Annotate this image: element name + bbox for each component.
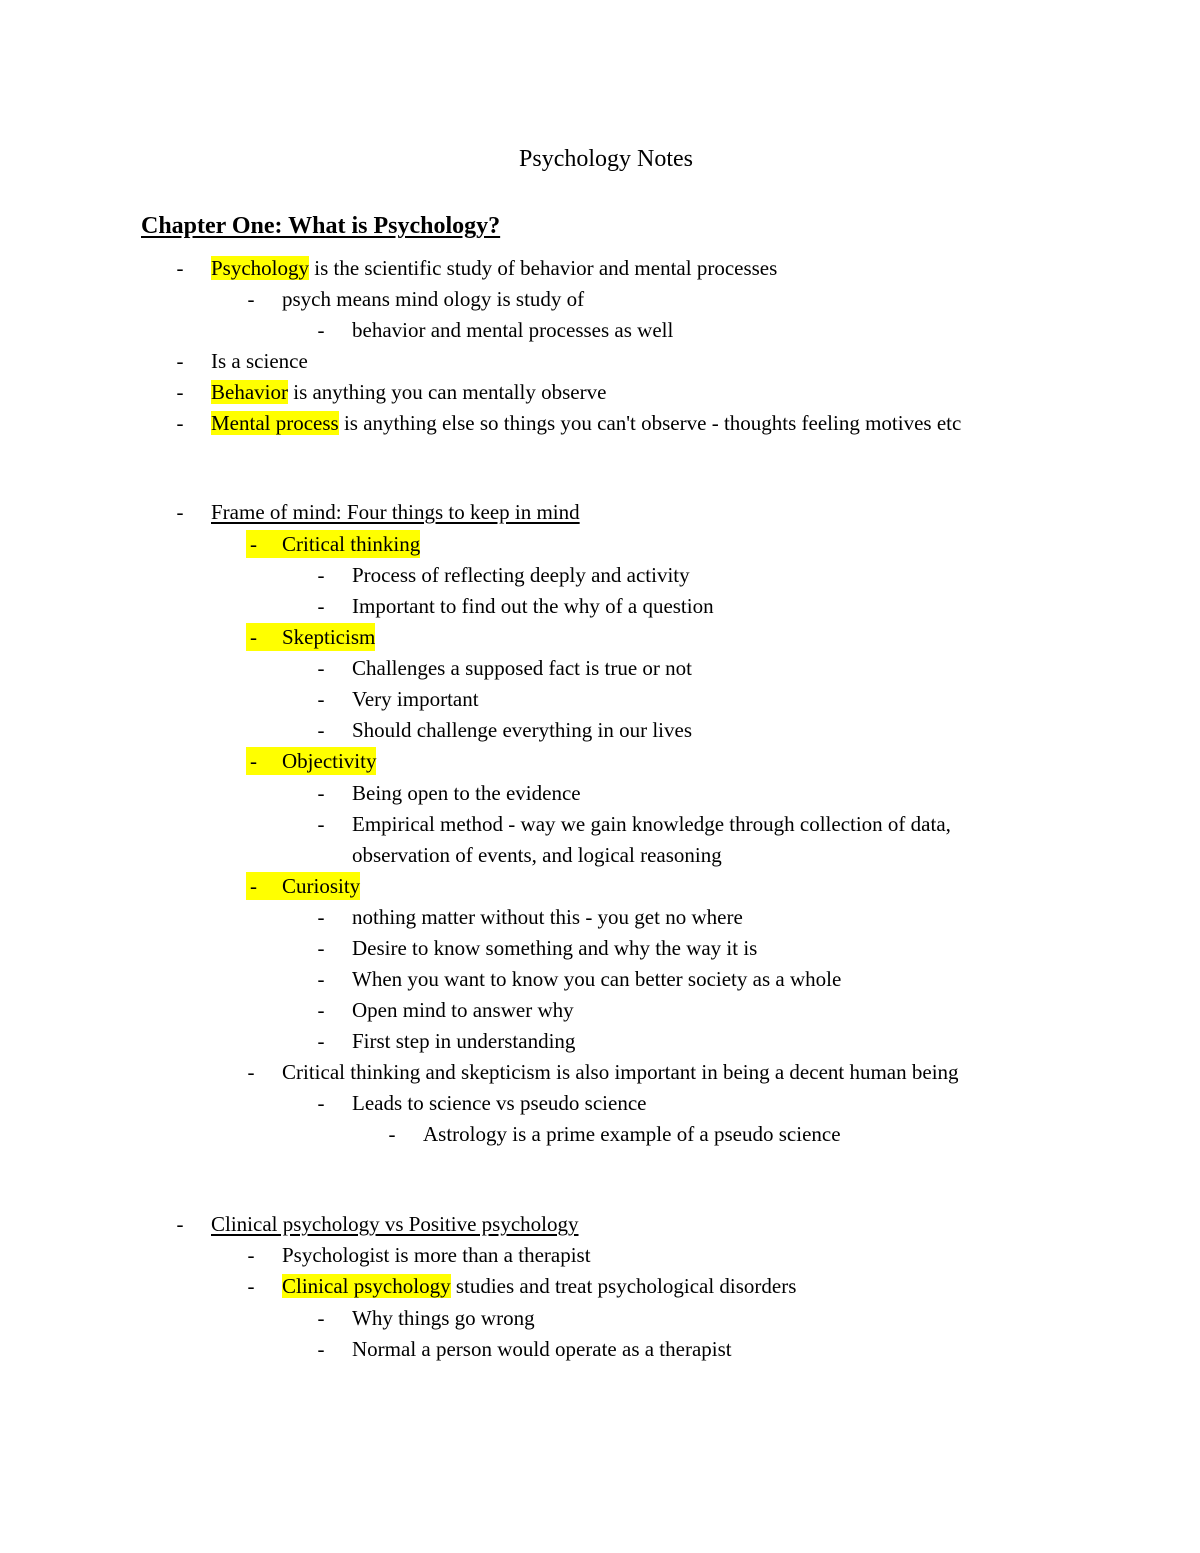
- highlighted-term: Behavior: [211, 380, 288, 404]
- bullet-dash: -: [317, 594, 325, 618]
- list-item-text: Critical thinking and skepticism is also important in being a decent human being: [282, 1060, 959, 1084]
- list-item-text: [211, 378, 606, 406]
- bullet-dash: -: [388, 1122, 396, 1146]
- bullet-dash: -: [317, 1306, 325, 1330]
- bullet-dash: -: [317, 781, 325, 805]
- highlighted-term: Skepticism: [282, 625, 376, 649]
- list-item-text: Normal a person would operate as a therapist: [352, 1337, 732, 1361]
- list-item-text: First step in understanding: [352, 1029, 576, 1053]
- bullet-dash: -: [317, 718, 325, 742]
- list-item-text: [211, 409, 961, 437]
- list-item-text: Psychologist is more than a therapist: [282, 1243, 591, 1267]
- list-item-text: nothing matter without this - you get no where: [352, 905, 743, 929]
- list-item-text: Desire to know something and why the way it is: [352, 936, 758, 960]
- bullet-dash: -: [246, 623, 286, 651]
- bullet-dash: -: [246, 747, 286, 775]
- highlighted-term: Mental process: [211, 411, 339, 435]
- list-item-text: behavior and mental processes as well: [352, 318, 674, 342]
- list-item-text: Should challenge everything in our lives: [352, 718, 693, 742]
- bullet-dash: -: [176, 380, 184, 404]
- chapter-heading: Chapter One: What is Psychology?: [141, 213, 501, 239]
- bullet-dash: -: [317, 967, 325, 991]
- bullet-dash: -: [247, 287, 255, 311]
- highlighted-term: Clinical psychology: [282, 1274, 451, 1298]
- section-heading: Clinical psychology vs Positive psychology: [211, 1212, 579, 1236]
- list-item-text: Empirical method - way we gain knowledge through collection of data,: [352, 812, 951, 836]
- bullet-dash: -: [247, 1274, 255, 1298]
- document-title: Psychology Notes: [519, 146, 693, 172]
- bullet-dash: -: [317, 936, 325, 960]
- bullet-dash: -: [176, 256, 184, 280]
- bullet-dash: -: [317, 1029, 325, 1053]
- list-item-text: Leads to science vs pseudo science: [352, 1091, 647, 1115]
- list-item-text: Open mind to answer why: [352, 998, 574, 1022]
- list-item-text: Challenges a supposed fact is true or not: [352, 656, 692, 680]
- highlighted-term: Objectivity: [282, 749, 377, 773]
- list-item-text: psych means mind ology is study of: [282, 287, 585, 311]
- list-item-text: Being open to the evidence: [352, 781, 581, 805]
- bullet-dash: -: [247, 1243, 255, 1267]
- bullet-dash: -: [247, 1060, 255, 1084]
- bullet-dash: -: [176, 411, 184, 435]
- bullet-dash: -: [176, 1212, 184, 1236]
- bullet-dash: -: [246, 530, 286, 558]
- highlighted-term: Psychology: [211, 256, 310, 280]
- list-item-text: When you want to know you can better society as a whole: [352, 967, 842, 991]
- bullet-dash: -: [317, 656, 325, 680]
- bullet-dash: -: [317, 687, 325, 711]
- definition-text: studies and treat psychological disorders: [450, 1274, 797, 1298]
- bullet-dash: -: [176, 500, 184, 524]
- list-item-text: observation of events, and logical reasoning: [352, 843, 722, 867]
- definition-text: is the scientific study of behavior and mental processes: [309, 256, 778, 280]
- bullet-dash: -: [317, 905, 325, 929]
- highlighted-term: Critical thinking: [282, 532, 421, 556]
- section-heading: Frame of mind: Four things to keep in mind: [211, 500, 580, 524]
- bullet-dash: -: [317, 1337, 325, 1361]
- bullet-dash: -: [317, 998, 325, 1022]
- list-item-text: [211, 254, 777, 282]
- bullet-dash: -: [317, 812, 325, 836]
- definition-text: is anything else so things you can't observe - thoughts feeling motives etc: [338, 411, 962, 435]
- list-item-text: Important to find out the why of a question: [352, 594, 714, 618]
- list-item-text: Astrology is a prime example of a pseudo science: [423, 1122, 841, 1146]
- bullet-dash: -: [317, 1091, 325, 1115]
- bullet-dash: -: [317, 318, 325, 342]
- definition-text: is anything you can mentally observe: [287, 380, 607, 404]
- list-item-text: Very important: [352, 687, 479, 711]
- list-item-text: Process of reflecting deeply and activity: [352, 563, 690, 587]
- bullet-dash: -: [246, 872, 286, 900]
- list-item-text: [282, 1272, 796, 1300]
- bullet-dash: -: [317, 563, 325, 587]
- bullet-dash: -: [176, 349, 184, 373]
- highlighted-term: Curiosity: [282, 874, 361, 898]
- list-item-text: Why things go wrong: [352, 1306, 535, 1330]
- list-item-text: Is a science: [211, 349, 308, 373]
